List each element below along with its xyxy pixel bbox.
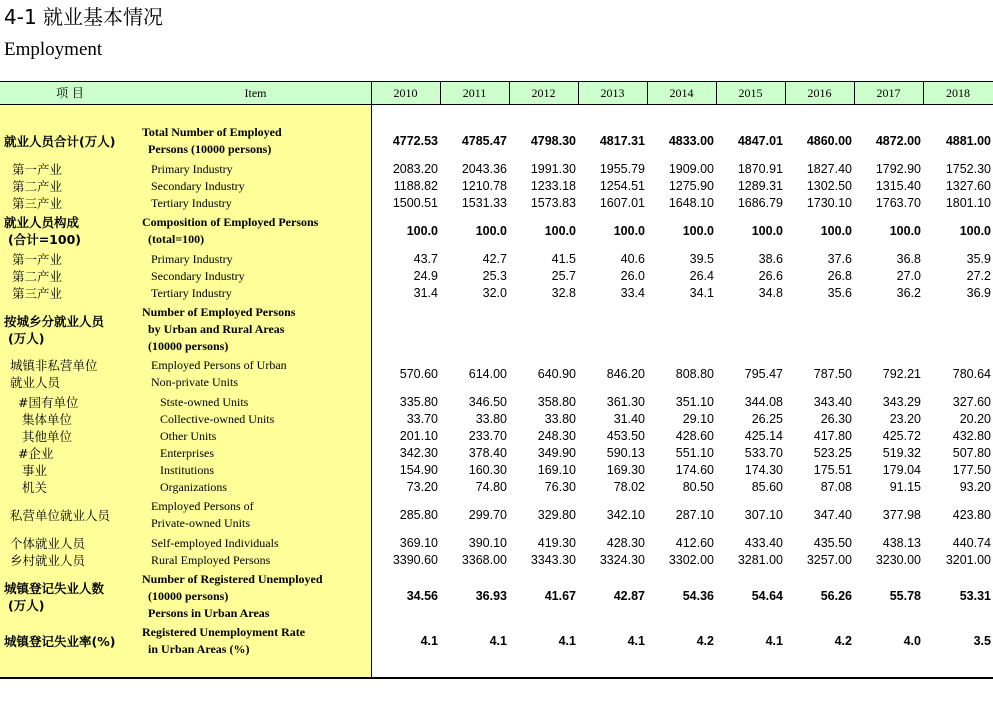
table-row: [0, 498, 993, 532]
table-row: [0, 304, 993, 355]
value-cell: 1607.01: [599, 196, 645, 210]
value-cell: 438.13: [882, 536, 921, 550]
value-cell: 233.70: [468, 429, 507, 443]
value-cell: 4.1: [489, 633, 507, 648]
row-label-en: Secondary Industry: [151, 179, 245, 193]
row-label-en: Organizations: [160, 480, 228, 494]
value-cell: 378.40: [468, 446, 507, 460]
row-label-en: (10000 persons): [148, 589, 229, 603]
value-cell: 795.47: [744, 366, 783, 381]
row-label-en: (10000 persons): [148, 339, 229, 353]
value-cell: 507.80: [952, 446, 991, 460]
value-cell: 56.26: [820, 589, 852, 603]
header-year: 2017: [876, 86, 901, 100]
value-cell: 4772.53: [392, 133, 438, 148]
value-cell: 4.2: [696, 633, 714, 648]
value-cell: 4.1: [420, 633, 438, 648]
row-label-zh: #国有单位: [18, 395, 79, 410]
value-cell: 26.8: [827, 269, 852, 283]
value-cell: 428.30: [606, 536, 645, 550]
value-cell: 4881.00: [945, 133, 991, 148]
value-cell: 329.80: [537, 507, 576, 522]
header-divider: [0, 104, 993, 105]
value-cell: 780.64: [952, 366, 991, 381]
value-cell: 349.90: [537, 446, 576, 460]
value-cell: 31.40: [613, 412, 645, 426]
value-cell: 174.30: [744, 463, 783, 477]
value-cell: 1686.79: [737, 196, 783, 210]
value-cell: 327.60: [952, 395, 991, 409]
value-cell: 32.0: [482, 286, 507, 300]
value-cell: 20.20: [959, 412, 991, 426]
value-cell: 35.9: [966, 252, 991, 266]
value-cell: 80.50: [682, 480, 714, 494]
row-label-zh: (万人): [8, 597, 45, 613]
header-column-line: [785, 81, 786, 105]
header-year: 2016: [807, 86, 832, 100]
table-row: [0, 251, 993, 268]
value-cell: 25.7: [551, 269, 576, 283]
value-cell: 287.10: [675, 507, 714, 522]
header-column-line: [509, 81, 510, 105]
value-cell: 85.60: [751, 480, 783, 494]
row-label-zh: 机关: [22, 480, 48, 495]
value-cell: 1327.60: [945, 179, 991, 193]
value-cell: 787.50: [813, 366, 852, 381]
value-cell: 41.67: [544, 589, 576, 603]
value-cell: 36.9: [966, 286, 991, 300]
row-label-en: Primary Industry: [151, 162, 233, 176]
table-title-en: Employment: [4, 39, 103, 60]
value-cell: 1870.91: [737, 162, 783, 176]
value-cell: 100.0: [751, 223, 783, 238]
value-cell: 614.00: [468, 366, 507, 381]
row-label-zh: 就业人员: [10, 375, 61, 390]
value-cell: 1648.10: [668, 196, 714, 210]
row-label-en: Registered Unemployment Rate: [142, 625, 306, 639]
header-column-line: [440, 81, 441, 105]
row-label-zh: 个体就业人员: [10, 536, 86, 551]
value-cell: 3343.30: [530, 553, 576, 567]
value-cell: 1233.18: [530, 179, 576, 193]
row-label-en: Collective-owned Units: [160, 412, 275, 426]
header-column-line: [923, 81, 924, 105]
value-cell: 24.9: [413, 269, 438, 283]
header-year: 2011: [462, 86, 487, 100]
value-cell: 78.02: [613, 480, 645, 494]
value-cell: 248.30: [537, 429, 576, 443]
table-row: [0, 479, 993, 496]
value-cell: 73.20: [406, 480, 438, 494]
row-label-en: Secondary Industry: [151, 269, 245, 283]
bottom-border: [0, 677, 993, 679]
value-cell: 4798.30: [530, 133, 576, 148]
value-cell: 100.0: [959, 223, 991, 238]
header-year: 2012: [531, 86, 556, 100]
value-cell: 100.0: [820, 223, 852, 238]
value-cell: 551.10: [675, 446, 714, 460]
value-cell: 523.25: [813, 446, 852, 460]
value-cell: 53.31: [959, 589, 991, 603]
table-row: [0, 394, 993, 411]
header-year: 2018: [946, 86, 970, 100]
row-label-zh: 城镇登记失业率(%): [4, 633, 116, 649]
value-cell: 335.80: [399, 395, 438, 409]
value-cell: 1254.51: [599, 179, 645, 193]
value-cell: 1315.40: [875, 179, 921, 193]
value-cell: 54.36: [682, 589, 714, 603]
value-cell: 369.10: [399, 536, 438, 550]
value-cell: 358.80: [537, 395, 576, 409]
value-cell: 346.50: [468, 395, 507, 409]
value-cell: 1275.90: [668, 179, 714, 193]
value-cell: 3368.00: [461, 553, 507, 567]
row-label-en: Number of Registered Unemployed: [142, 572, 323, 586]
value-cell: 361.30: [606, 395, 645, 409]
value-cell: 33.4: [620, 286, 645, 300]
value-cell: 1730.10: [806, 196, 852, 210]
value-cell: 3230.00: [875, 553, 921, 567]
value-cell: 100.0: [406, 223, 438, 238]
row-label-en: Institutions: [160, 463, 215, 477]
row-label-zh: 其他单位: [22, 429, 73, 444]
value-cell: 590.13: [606, 446, 645, 460]
value-cell: 425.14: [744, 429, 783, 443]
value-cell: 377.98: [882, 507, 921, 522]
row-label-zh: (合计=100): [8, 232, 81, 247]
value-cell: 4833.00: [668, 133, 714, 148]
table-row: [0, 445, 993, 462]
value-cell: 40.6: [620, 252, 645, 266]
value-cell: 36.2: [896, 286, 921, 300]
value-cell: 3201.00: [945, 553, 991, 567]
value-cell: 4847.01: [737, 133, 783, 148]
value-cell: 35.6: [827, 286, 852, 300]
value-cell: 100.0: [889, 223, 921, 238]
row-label-zh: 城镇登记失业人数: [4, 580, 105, 596]
row-label-en: Employed Persons of: [151, 499, 254, 513]
row-label-zh: 就业人员合计(万人): [4, 133, 116, 149]
value-cell: 41.5: [551, 252, 576, 266]
value-cell: 1955.79: [599, 162, 645, 176]
value-cell: 1909.00: [668, 162, 714, 176]
row-label-zh: 第二产业: [12, 179, 63, 194]
row-label-en: by Urban and Rural Areas: [148, 322, 285, 336]
value-cell: 43.7: [413, 252, 438, 266]
row-label-zh: 集体单位: [22, 412, 73, 427]
value-cell: 26.4: [689, 269, 714, 283]
value-cell: 417.80: [813, 429, 852, 443]
row-label-zh: 第一产业: [12, 252, 63, 267]
value-cell: 1210.78: [461, 179, 507, 193]
value-cell: 519.32: [882, 446, 921, 460]
value-cell: 42.7: [482, 252, 507, 266]
value-cell: 34.8: [758, 286, 783, 300]
header-column-line: [647, 81, 648, 105]
header-year: 2015: [738, 86, 763, 100]
value-cell: 177.50: [952, 463, 991, 477]
row-label-en: Rural Employed Persons: [151, 553, 271, 567]
value-cell: 1827.40: [806, 162, 852, 176]
value-cell: 285.80: [399, 507, 438, 522]
value-cell: 38.6: [758, 252, 783, 266]
row-label-en: Private-owned Units: [151, 516, 250, 530]
value-cell: 1763.70: [875, 196, 921, 210]
value-cell: 3.5: [973, 633, 991, 648]
value-cell: 343.40: [813, 395, 852, 409]
value-cell: 27.0: [896, 269, 921, 283]
row-label-en: (total=100): [148, 232, 205, 246]
value-cell: 23.20: [889, 412, 921, 426]
row-label-zh: 按城乡分就业人员: [4, 313, 105, 329]
header-item-en: Item: [244, 86, 267, 100]
value-cell: 351.10: [675, 395, 714, 409]
value-cell: 36.8: [896, 252, 921, 266]
header-year: 2013: [600, 86, 625, 100]
value-cell: 792.21: [882, 366, 921, 381]
top-border: [0, 81, 993, 82]
value-cell: 3257.00: [806, 553, 852, 567]
value-cell: 93.20: [959, 480, 991, 494]
table-row: [0, 552, 993, 569]
row-label-en: Persons (10000 persons): [148, 142, 272, 156]
value-cell: 100.0: [475, 223, 507, 238]
value-cell: 1752.30: [945, 162, 991, 176]
value-cell: 4.1: [558, 633, 576, 648]
value-cell: 419.30: [537, 536, 576, 550]
value-cell: 76.30: [544, 480, 576, 494]
table-row: [0, 124, 993, 158]
value-cell: 174.60: [675, 463, 714, 477]
row-label-en: Self-employed Individuals: [151, 536, 279, 550]
table-row: [0, 535, 993, 552]
employment-table: [0, 81, 993, 678]
value-cell: 432.80: [952, 429, 991, 443]
value-cell: 25.3: [482, 269, 507, 283]
table-row: [0, 161, 993, 178]
value-cell: 299.70: [468, 507, 507, 522]
value-cell: 4.1: [627, 633, 645, 648]
row-label-zh: #企业: [18, 446, 54, 461]
value-cell: 27.2: [966, 269, 991, 283]
row-label-zh: (万人): [8, 330, 45, 346]
value-cell: 1531.33: [461, 196, 507, 210]
header-column-line: [578, 81, 579, 105]
value-cell: 640.90: [537, 366, 576, 381]
value-cell: 29.10: [682, 412, 714, 426]
table-title-zh: 4-1 就业基本情况: [4, 5, 164, 29]
value-cell: 344.08: [744, 395, 783, 409]
value-cell: 32.8: [551, 286, 576, 300]
row-label-en: in Urban Areas (%): [148, 642, 250, 656]
row-label-zh: 就业人员构成: [4, 215, 80, 230]
value-cell: 3281.00: [737, 553, 783, 567]
value-cell: 31.4: [413, 286, 438, 300]
header-item-zh: 项 目: [56, 86, 84, 100]
value-cell: 533.70: [744, 446, 783, 460]
value-cell: 440.74: [952, 536, 991, 550]
row-label-en: Employed Persons of Urban: [151, 358, 287, 372]
value-cell: 846.20: [606, 366, 645, 381]
value-cell: 4.2: [834, 633, 852, 648]
value-cell: 34.1: [689, 286, 714, 300]
row-label-en: Composition of Employed Persons: [142, 215, 319, 229]
header-column-line: [716, 81, 717, 105]
value-cell: 33.80: [544, 412, 576, 426]
value-cell: 3302.00: [668, 553, 714, 567]
value-cell: 435.50: [813, 536, 852, 550]
table-row: [0, 178, 993, 195]
value-cell: 37.6: [827, 252, 852, 266]
value-cell: 36.93: [475, 589, 507, 603]
table-row: [0, 285, 993, 302]
value-cell: 4860.00: [806, 133, 852, 148]
value-cell: 4817.31: [599, 133, 645, 148]
value-cell: 42.87: [613, 589, 645, 603]
value-cell: 342.10: [606, 507, 645, 522]
row-label-zh: 第一产业: [12, 162, 63, 177]
value-cell: 412.60: [675, 536, 714, 550]
table-row: [0, 411, 993, 428]
value-cell: 169.10: [537, 463, 576, 477]
value-cell: 87.08: [820, 480, 852, 494]
value-cell: 4872.00: [875, 133, 921, 148]
value-cell: 1801.10: [945, 196, 991, 210]
value-cell: 100.0: [682, 223, 714, 238]
value-cell: 39.5: [689, 252, 714, 266]
value-cell: 342.30: [399, 446, 438, 460]
value-cell: 390.10: [468, 536, 507, 550]
row-label-zh: 第三产业: [12, 196, 63, 211]
value-cell: 175.51: [813, 463, 852, 477]
table-row: [0, 214, 993, 248]
value-cell: 347.40: [813, 507, 852, 522]
value-cell: 1289.31: [737, 179, 783, 193]
row-label-en: Persons in Urban Areas: [148, 606, 270, 620]
value-cell: 1991.30: [530, 162, 576, 176]
header-year: 2014: [669, 86, 694, 100]
value-cell: 100.0: [613, 223, 645, 238]
row-label-zh: 事业: [22, 463, 48, 478]
value-cell: 1500.51: [392, 196, 438, 210]
table-row: [0, 624, 993, 658]
value-cell: 3324.30: [599, 553, 645, 567]
value-cell: 55.78: [889, 589, 921, 603]
value-cell: 91.15: [889, 480, 921, 494]
value-cell: 307.10: [744, 507, 783, 522]
value-cell: 343.29: [882, 395, 921, 409]
header-year: 2010: [393, 86, 418, 100]
row-label-en: Other Units: [160, 429, 217, 443]
value-cell: 428.60: [675, 429, 714, 443]
value-cell: 26.0: [620, 269, 645, 283]
value-cell: 154.90: [399, 463, 438, 477]
row-label-en: Number of Employed Persons: [142, 305, 296, 319]
value-cell: 201.10: [399, 429, 438, 443]
table-row: [0, 571, 993, 622]
value-cell: 26.25: [751, 412, 783, 426]
value-cell: 1188.82: [393, 179, 438, 193]
table-row: [0, 462, 993, 479]
row-label-en: Tertiary Industry: [151, 286, 232, 300]
value-cell: 169.30: [606, 463, 645, 477]
value-cell: 179.04: [882, 463, 921, 477]
value-cell: 34.56: [406, 589, 438, 603]
row-label-en: Non-private Units: [151, 375, 238, 389]
value-cell: 26.6: [758, 269, 783, 283]
table-row: [0, 195, 993, 212]
value-cell: 4785.47: [461, 133, 507, 148]
value-cell: 1302.50: [806, 179, 852, 193]
value-cell: 100.0: [544, 223, 576, 238]
row-label-zh: 私营单位就业人员: [10, 507, 111, 523]
value-cell: 808.80: [675, 366, 714, 381]
value-cell: 453.50: [606, 429, 645, 443]
value-cell: 74.80: [475, 480, 507, 494]
table-row: [0, 428, 993, 445]
row-label-en: Primary Industry: [151, 252, 233, 266]
row-label-zh: 第三产业: [12, 286, 63, 301]
row-label-zh: 第二产业: [12, 269, 63, 284]
value-cell: 423.80: [952, 507, 991, 522]
table-row: [0, 268, 993, 285]
header-column-line: [854, 81, 855, 105]
value-cell: 3390.60: [392, 553, 438, 567]
row-label-en: Stste-owned Units: [160, 395, 249, 409]
column-separator: [371, 81, 372, 678]
value-cell: 2043.36: [461, 162, 507, 176]
value-cell: 2083.20: [392, 162, 438, 176]
row-label-en: Total Number of Employed: [142, 125, 282, 139]
value-cell: 4.0: [903, 633, 921, 648]
row-label-zh: 乡村就业人员: [10, 553, 86, 568]
value-cell: 1792.90: [875, 162, 921, 176]
value-cell: 54.64: [751, 589, 783, 603]
value-cell: 33.80: [475, 412, 507, 426]
value-cell: 33.70: [406, 412, 438, 426]
value-cell: 1573.83: [530, 196, 576, 210]
value-cell: 4.1: [765, 633, 783, 648]
value-cell: 425.72: [882, 429, 921, 443]
value-cell: 26.30: [820, 412, 852, 426]
value-cell: 433.40: [744, 536, 783, 550]
row-label-en: Tertiary Industry: [151, 196, 232, 210]
table-row: [0, 357, 993, 391]
value-cell: 570.60: [399, 366, 438, 381]
row-label-en: Enterprises: [160, 446, 214, 460]
value-cell: 160.30: [468, 463, 507, 477]
row-label-zh: 城镇非私营单位: [10, 358, 98, 373]
